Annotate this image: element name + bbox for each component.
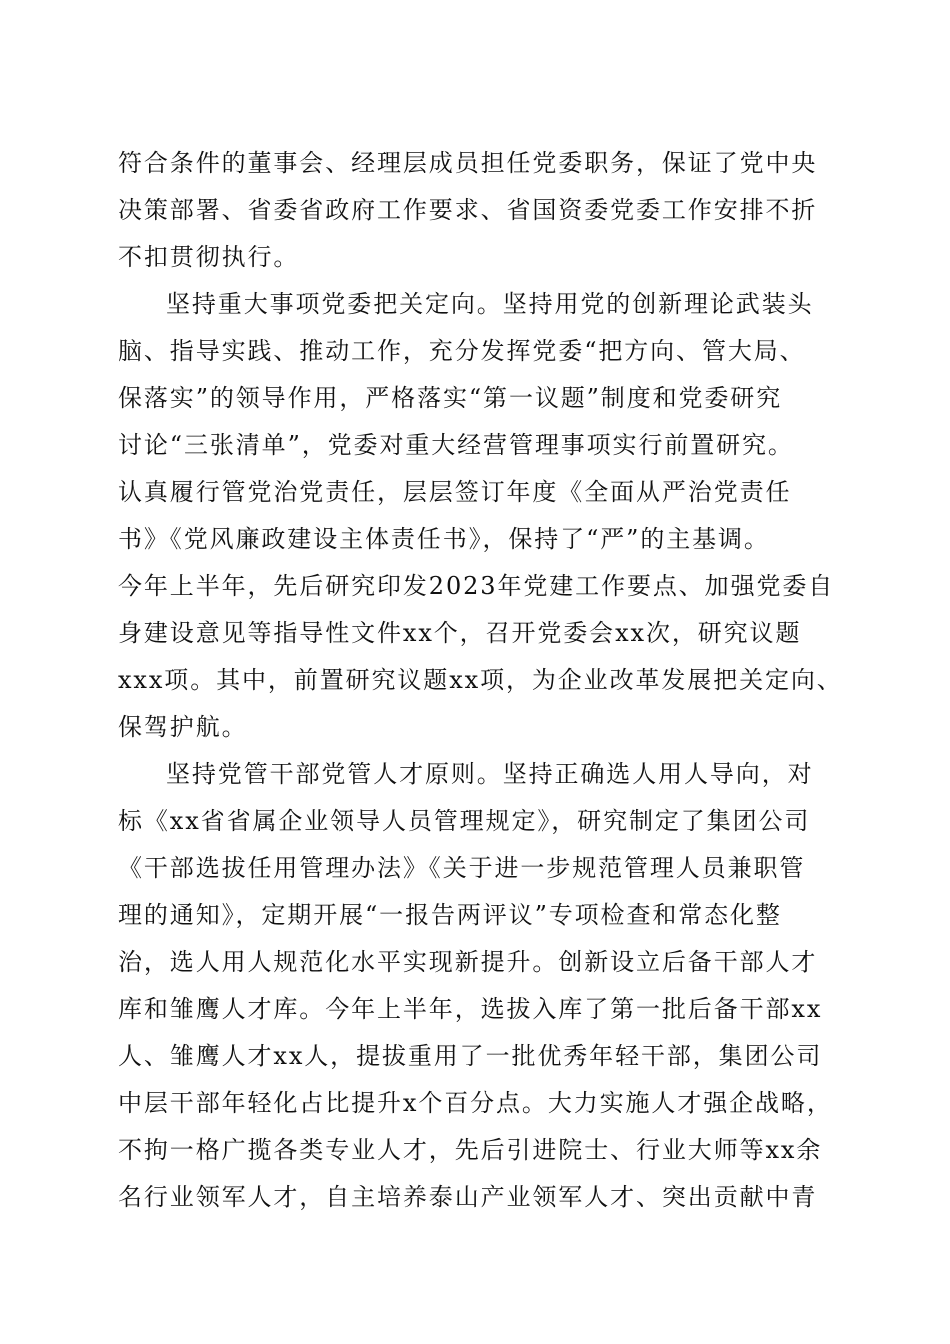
text-line: 认真履行管党治党责任，层层签订年度《全面从严治党责任 — [118, 478, 792, 506]
text-line: 不扣贯彻执行。 — [118, 243, 300, 271]
text-line: 不拘一格广揽各类专业人才，先后引进院士、行业大师等xx余 — [118, 1136, 823, 1164]
text-line: 脑、指导实践、推动工作，充分发挥党委“把方向、管大局、 — [118, 337, 806, 365]
text-line: xxx项。其中，前置研究议题xx项，为企业改革发展把关定向、 — [118, 666, 843, 694]
text-line: 人、雏鹰人才xx人，提拔重用了一批优秀年轻干部，集团公司 — [118, 1042, 823, 1070]
text-line: 今年上半年，先后研究印发2023年党建工作要点、加强党委自 — [118, 572, 835, 600]
text-line: 库和雏鹰人才库。今年上半年，选拔入库了第一批后备干部xx — [118, 995, 823, 1023]
text-line: 标《xx省省属企业领导人员管理规定》，研究制定了集团公司 — [118, 807, 811, 835]
document-body — [118, 140, 843, 1221]
text-line: 中层干部年轻化占比提升x个百分点。大力实施人才强企战略， — [118, 1089, 833, 1117]
text-line: 《干部选拔任用管理办法》《关于进一步规范管理人员兼职管 — [118, 854, 806, 882]
text-line: 书》《党风廉政建设主体责任书》，保持了“严”的主基调。 — [118, 525, 770, 553]
text-line: 治，选人用人规范化水平实现新提升。创新设立后备干部人才 — [118, 948, 818, 976]
paragraph-start-line: 坚持党管干部党管人才原则。坚持正确选人用人导向，对 — [166, 760, 814, 788]
text-line: 决策部署、省委省政府工作要求、省国资委党委工作安排不折 — [118, 196, 818, 224]
text-line: 保落实”的领导作用，严格落实“第一议题”制度和党委研究 — [118, 384, 783, 412]
text-line: 名行业领军人才，自主培养泰山产业领军人才、突出贡献中青 — [118, 1183, 818, 1211]
text-line: 符合条件的董事会、经理层成员担任党委职务，保证了党中央 — [118, 149, 818, 177]
text-line: 保驾护航。 — [118, 713, 248, 741]
paragraph-start-line: 坚持重大事项党委把关定向。坚持用党的创新理论武装头 — [166, 290, 814, 318]
text-line: 理的通知》，定期开展“一报告两评议”专项检查和常态化整 — [118, 901, 782, 929]
text-line: 身建设意见等指导性文件xx个，召开党委会xx次，研究议题 — [118, 619, 802, 647]
text-line: 讨论“三张清单”，党委对重大经营管理事项实行前置研究。 — [118, 431, 794, 459]
